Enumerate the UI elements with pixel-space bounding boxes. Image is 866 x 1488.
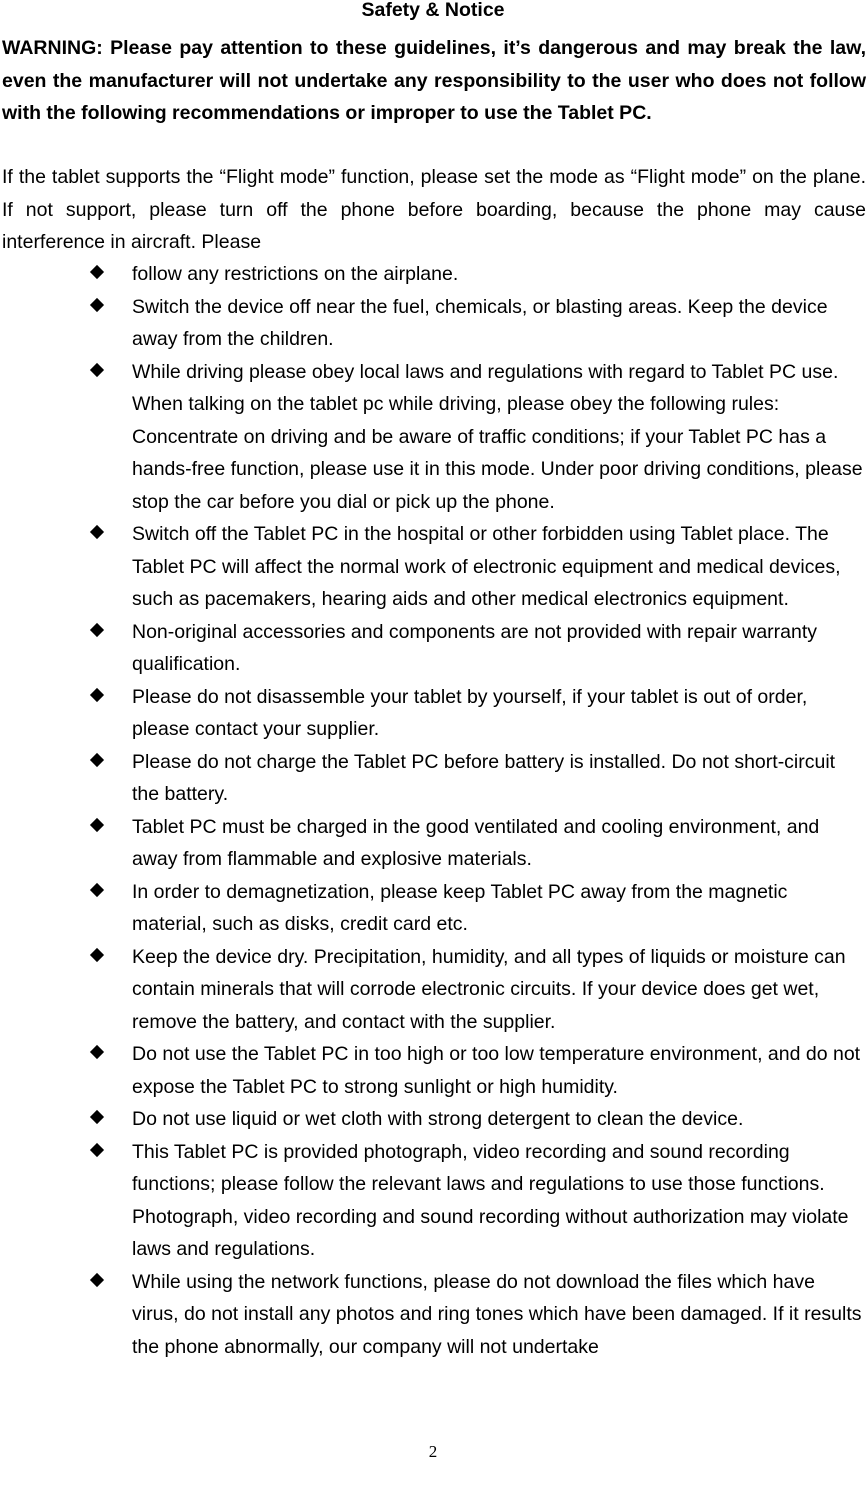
diamond-bullet-icon bbox=[90, 1142, 104, 1156]
safety-bullet-list bbox=[0, 258, 866, 1363]
bullet-item bbox=[0, 616, 866, 681]
diamond-bullet-icon bbox=[90, 752, 104, 766]
diamond-bullet-icon bbox=[90, 687, 104, 701]
bullet-item bbox=[0, 811, 866, 876]
bullet-item bbox=[0, 941, 866, 1039]
bullet-item bbox=[0, 876, 866, 941]
diamond-bullet-icon bbox=[90, 1110, 104, 1124]
diamond-bullet-icon bbox=[90, 362, 104, 376]
bullet-text: Switch off the Tablet PC in the hospital or other forbidden using Tablet place. The Tablet PC will affect the normal work of electronic equipment and medical devices, such as pacemakers, hearing aids and other medical electronics equipment. bbox=[132, 523, 841, 610]
bullet-text: In order to demagnetization, please keep Tablet PC away from the magnetic material, such as disks, credit card etc. bbox=[132, 880, 788, 935]
diamond-bullet-icon bbox=[90, 297, 104, 311]
bullet-item bbox=[0, 1103, 866, 1136]
bullet-text: Switch the device off near the fuel, chemicals, or blasting areas. Keep the device away from the children. bbox=[132, 295, 828, 350]
bullet-item bbox=[0, 681, 866, 746]
diamond-bullet-icon bbox=[90, 1045, 104, 1059]
bullet-item bbox=[0, 1038, 866, 1103]
bullet-text: This Tablet PC is provided photograph, video recording and sound recording functions; please follow the relevant laws and regulations to use those functions. Photograph, video recording and sound recording without authorization may violate laws and regulations. bbox=[132, 1140, 849, 1260]
bullet-text: Tablet PC must be charged in the good ventilated and cooling environment, and away from flammable and explosive materials. bbox=[132, 815, 820, 870]
bullet-text: Keep the device dry. Precipitation, humidity, and all types of liquids or moisture can contain minerals that will corrode electronic circuits. If your device does get wet, remove the battery, and contact with the supplier. bbox=[132, 945, 846, 1033]
bullet-item bbox=[0, 1266, 866, 1364]
bullet-item bbox=[0, 356, 866, 519]
bullet-text: Please do not charge the Tablet PC before battery is installed. Do not short-circuit the battery. bbox=[132, 750, 836, 805]
diamond-bullet-icon bbox=[90, 265, 104, 279]
bullet-text: While driving please obey local laws and regulations with regard to Tablet PC use. When talking on the tablet pc while driving, please obey the following rules: Concentrate on driving and be aware of traffic conditions; if your Tablet PC has a hands-free function, please use it in this mode. Under poor driving conditions, please stop the car before you dial or pick up the phone. bbox=[132, 360, 863, 513]
diamond-bullet-icon bbox=[90, 817, 104, 831]
bullet-text: Do not use the Tablet PC in too high or too low temperature environment, and do not expose the Tablet PC to strong sunlight or high humidity. bbox=[132, 1043, 861, 1098]
bullet-item bbox=[0, 291, 866, 356]
bullet-text: follow any restrictions on the airplane. bbox=[132, 263, 459, 285]
bullet-text: Please do not disassemble your tablet by yourself, if your tablet is out of order, please contact your supplier. bbox=[132, 685, 808, 740]
bullet-text: While using the network functions, please do not download the files which have virus, do not install any photos and ring tones which have been damaged. If it results the phone abnormally, our company will not undertake bbox=[132, 1270, 862, 1358]
diamond-bullet-icon bbox=[90, 525, 104, 539]
diamond-bullet-icon bbox=[90, 947, 104, 961]
page-title: Safety & Notice bbox=[361, 0, 505, 21]
bullet-text: Non-original accessories and components are not provided with repair warranty qualification. bbox=[132, 620, 818, 675]
diamond-bullet-icon bbox=[90, 1272, 104, 1286]
bullet-item bbox=[0, 746, 866, 811]
bullet-item bbox=[0, 1136, 866, 1266]
intro-paragraph: If the tablet supports the “Flight mode” function, please set the mode as “Flight mode” on the plane. If not support, please turn off the phone before boarding, because the phone may cause interference in aircraft. Please bbox=[2, 166, 866, 253]
diamond-bullet-icon bbox=[90, 622, 104, 636]
diamond-bullet-icon bbox=[90, 882, 104, 896]
page-number: 2 bbox=[428, 1442, 438, 1461]
warning-paragraph: WARNING: Please pay attention to these guidelines, it’s dangerous and may break the law, even the manufacturer will not undertake any responsibility to the user who does not follow with the following recommendations or improper to use the Tablet PC. bbox=[2, 37, 866, 124]
bullet-text: Do not use liquid or wet cloth with strong detergent to clean the device. bbox=[132, 1108, 744, 1130]
bullet-item bbox=[0, 518, 866, 616]
bullet-item bbox=[0, 258, 866, 291]
